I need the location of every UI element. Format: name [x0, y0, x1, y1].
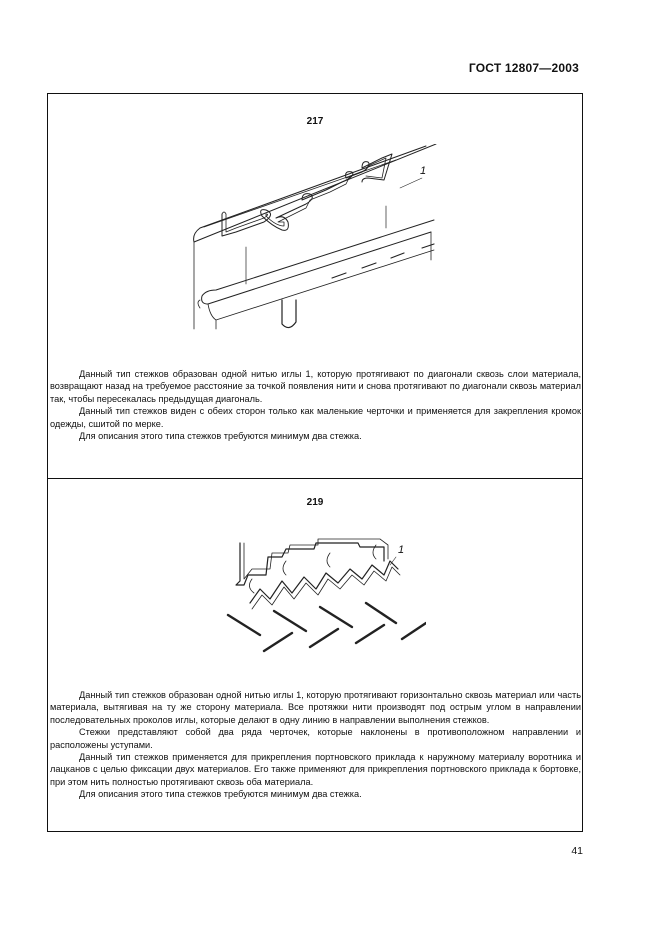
description-paragraph: Данный тип стежков образован одной нитью иглы 1, которую протягивают горизонтально сквозь материал или часть материала, вытягивая на ту же сторону материала. Все протяжки нити производят под острым углом в направлении последовательных проколов иглы, которые делают в одну линию в направлении выполнения стежков. — [50, 690, 581, 725]
needle-thread-label: 1 — [398, 544, 405, 556]
needle-thread-label: 1 — [420, 165, 427, 177]
stitch-section-219 — [47, 478, 583, 832]
stitch-217-description — [48, 368, 582, 442]
description-paragraph: Данный тип стежков виден с обеих сторон только как маленькие черточки и применяется для закрепления кромок одежды, сшитой по мерке. — [50, 406, 581, 429]
description-paragraph: Стежки представляют собой два ряда черточек, которые наклонены в противоположном направлении и расположены уступами. — [50, 727, 581, 750]
stitch-219-illustration — [226, 535, 426, 663]
description-paragraph: Данный тип стежков применяется для прикрепления портновского приклада к наружному материалу воротника и лацканов с целью фиксации двух материалов. Его также применяют для прикрепления портновского приклада к бортовке, при этом нить полностью протягивают сквозь оба материала. — [50, 752, 581, 787]
stitch-217-illustration — [186, 144, 446, 344]
stitch-219-description — [48, 689, 582, 801]
description-paragraph: Для описания этого типа стежков требуются минимум два стежка. — [79, 789, 362, 800]
document-code: ГОСТ 12807—2003 — [468, 61, 579, 75]
stitch-type-number: 219 — [306, 497, 324, 508]
stitch-section-217 — [47, 93, 583, 479]
page-number: 41 — [571, 845, 583, 857]
description-paragraph: Данный тип стежков образован одной нитью иглы 1, которую протягивают по диагонали сквозь слои материала, возвращают назад на требуемое расстояние за точкой появления нити и снова протягивают по диагонали сквозь материал так, чтобы пересекалась предыдущая диагональ. — [50, 369, 581, 404]
stitch-type-number: 217 — [306, 116, 324, 127]
description-paragraph: Для описания этого типа стежков требуются минимум два стежка. — [79, 431, 362, 442]
